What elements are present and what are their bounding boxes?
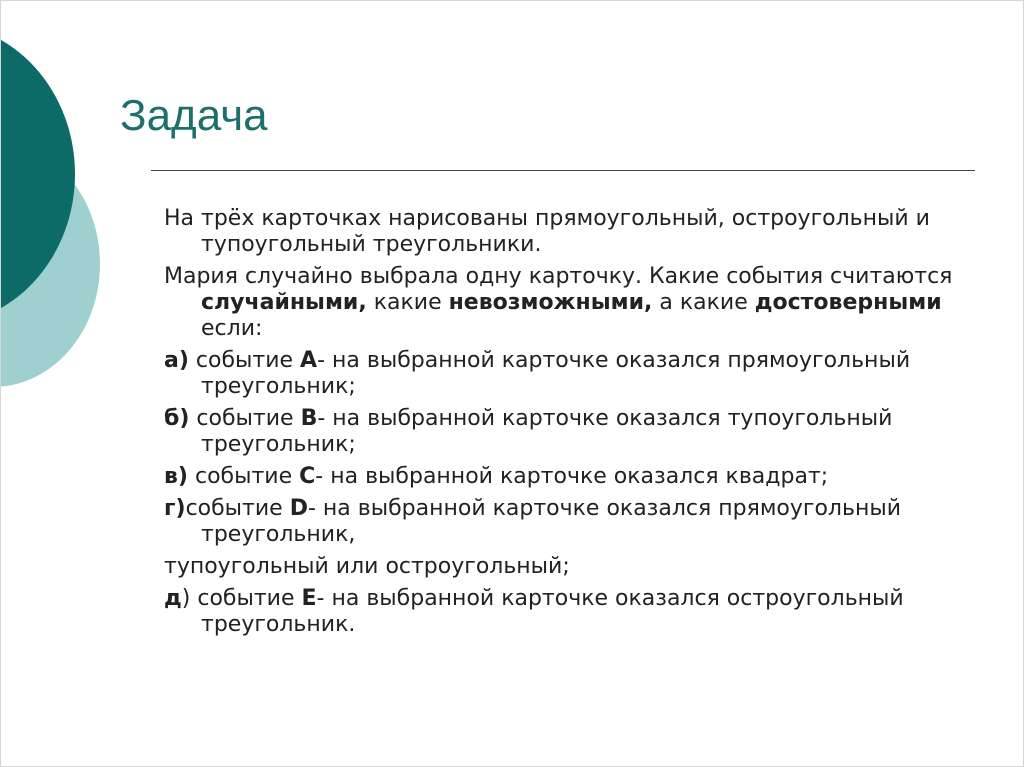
item-g-text-1: событие: [185, 496, 290, 521]
question-text-3: а какие: [652, 290, 755, 315]
item-b-text-1: событие: [189, 406, 301, 431]
item-d-text-2: - на выбранной карточке оказался остроугольный треугольник.: [201, 586, 904, 637]
item-g-continuation-text: тупоугольный или остроугольный;: [164, 554, 570, 579]
word-impossible: невозможными,: [448, 290, 653, 315]
paragraph-question: [164, 264, 994, 342]
question-text-4: если:: [201, 316, 263, 341]
item-d-marker: д: [164, 586, 182, 611]
item-v-text-1: событие: [187, 464, 300, 489]
slide-title: Задача: [120, 91, 268, 140]
item-b-text-2: - на выбранной карточке оказался тупоугольный треугольник;: [201, 406, 893, 457]
item-a: [164, 348, 994, 400]
word-random: случайными,: [201, 290, 367, 315]
slide-body: [164, 206, 994, 644]
item-v-text-2: - на выбранной карточке оказался квадрат;: [315, 464, 829, 489]
item-d: [164, 586, 994, 638]
item-g: [164, 496, 994, 548]
item-a-marker: а): [164, 348, 189, 373]
paragraph-intro: [164, 206, 994, 258]
item-a-letter: А: [300, 348, 318, 373]
item-v-marker: в): [164, 464, 188, 489]
item-b: [164, 406, 994, 458]
item-a-text-1: событие: [188, 348, 301, 373]
item-g-marker: г): [164, 496, 186, 521]
item-d-letter: Е: [301, 586, 317, 611]
item-v-letter: С: [299, 464, 316, 489]
item-a-text-2: - на выбранной карточке оказался прямоугольный треугольник;: [201, 348, 911, 399]
item-b-marker: б): [164, 406, 190, 431]
item-g-text-2: - на выбранной карточке оказался прямоугольный треугольник,: [201, 496, 902, 547]
intro-text: На трёх карточках нарисованы прямоугольный, остроугольный и тупоугольный треугольники.: [164, 206, 930, 257]
question-text-2: какие: [366, 290, 449, 315]
item-g-continuation: [164, 554, 994, 580]
item-v: [164, 464, 994, 490]
word-certain: достоверными: [754, 290, 942, 315]
title-divider: [151, 170, 975, 171]
item-d-text-1: ) событие: [181, 586, 302, 611]
question-text-1: Мария случайно выбрала одну карточку. Какие события считаются: [164, 264, 953, 289]
item-b-letter: В: [300, 406, 318, 431]
item-g-letter: D: [289, 496, 308, 521]
